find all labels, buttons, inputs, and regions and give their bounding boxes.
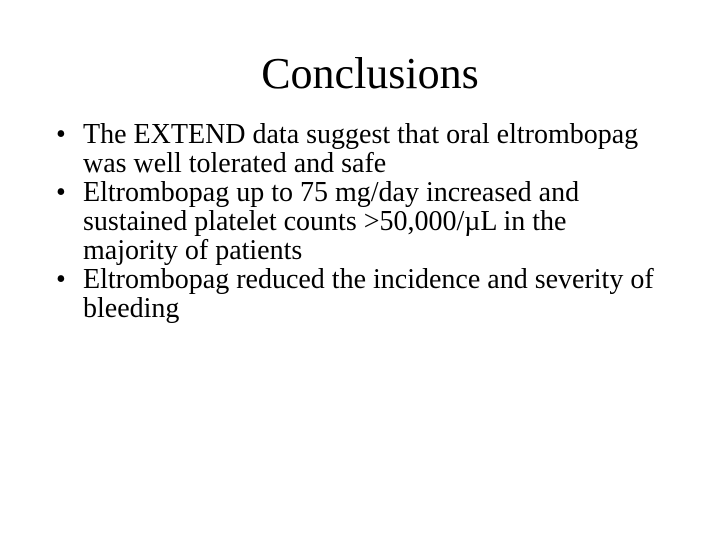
bullet-marker: • — [56, 264, 66, 295]
bullet-item — [56, 120, 666, 178]
bullet-marker: • — [56, 177, 66, 208]
slide-title: Conclusions — [261, 49, 479, 98]
bullet-item — [56, 265, 666, 323]
bullet-marker: • — [56, 119, 66, 150]
bullet-text: Eltrombopag up to 75 mg/day increased and sustained platelet counts >50,000/µL in the majority of patients — [83, 177, 580, 266]
bullet-text: The EXTEND data suggest that oral eltrombopag was well tolerated and safe — [83, 119, 639, 179]
bullet-list — [56, 120, 666, 323]
bullet-text: Eltrombopag reduced the incidence and severity of bleeding — [83, 264, 654, 324]
bullet-item — [56, 178, 666, 265]
